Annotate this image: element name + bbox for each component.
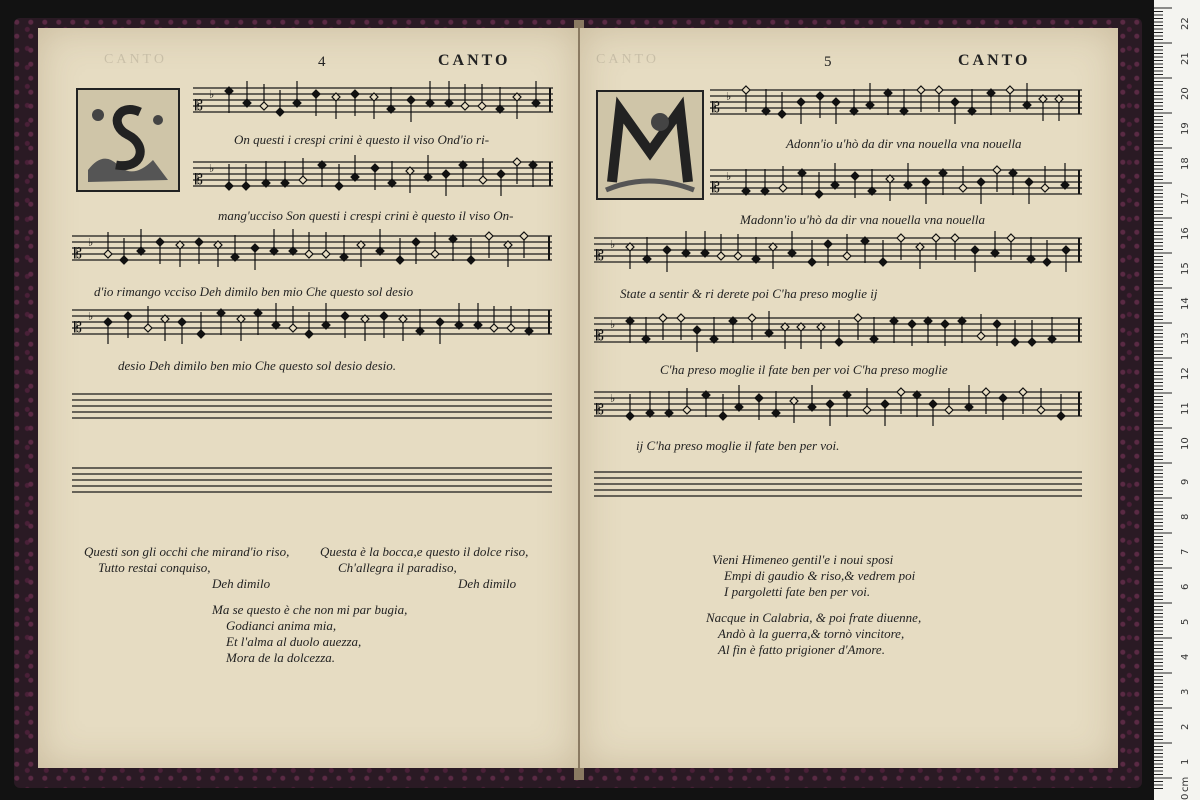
poem-column-1 — [84, 544, 289, 592]
clef-icon: 𝄡 — [195, 98, 203, 114]
ruler-number: 17 — [1180, 192, 1191, 205]
note-head — [663, 246, 671, 254]
poem-line: Questa è la bocca,e questo il dolce riso, — [320, 544, 529, 559]
decorated-initial-s — [76, 88, 180, 192]
note-head — [935, 86, 943, 94]
ruler-number: 13 — [1180, 332, 1191, 345]
clef-icon: 𝄡 — [74, 320, 82, 336]
flat-icon: ♭ — [610, 238, 616, 251]
clef-icon: 𝄡 — [712, 180, 720, 196]
note-head — [993, 166, 1001, 174]
ruler-number: 15 — [1180, 262, 1191, 275]
note-head — [124, 312, 132, 320]
note-head — [719, 412, 727, 420]
note-head — [1062, 246, 1070, 254]
ruler-number: 18 — [1180, 157, 1191, 170]
note-head — [826, 400, 834, 408]
music-staff — [594, 380, 1082, 442]
music-staff — [72, 298, 552, 360]
note-head — [312, 90, 320, 98]
note-head — [225, 182, 233, 190]
empty-staff — [72, 460, 552, 504]
note-head — [808, 258, 816, 266]
ruler-number: 22 — [1180, 17, 1191, 30]
note-head — [1028, 338, 1036, 346]
note-head — [659, 314, 667, 322]
note-head — [351, 90, 359, 98]
note-head — [717, 252, 725, 260]
note-head — [197, 330, 205, 338]
note-head — [436, 318, 444, 326]
poem-line: Godianci anima mia, — [226, 618, 337, 633]
note-head — [917, 86, 925, 94]
note-head — [977, 178, 985, 186]
note-head — [289, 324, 297, 332]
note-head — [104, 250, 112, 258]
note-head — [951, 234, 959, 242]
clef-icon: 𝄡 — [596, 328, 604, 344]
clef-icon: 𝄡 — [596, 402, 604, 418]
note-head — [412, 238, 420, 246]
decorated-initial-m — [596, 90, 704, 200]
note-head — [380, 312, 388, 320]
poem-line: Deh dimilo — [212, 576, 271, 591]
note-head — [971, 246, 979, 254]
flat-icon: ♭ — [726, 170, 732, 183]
note-head — [1019, 388, 1027, 396]
note-head — [371, 164, 379, 172]
note-head — [832, 98, 840, 106]
poem-stanza — [706, 610, 921, 658]
flat-icon: ♭ — [726, 90, 732, 103]
note-head — [442, 170, 450, 178]
note-head — [479, 176, 487, 184]
music-staff — [594, 226, 1082, 288]
note-head — [305, 330, 313, 338]
ruler-unit: cm — [1180, 776, 1191, 792]
ruler-number: 7 — [1180, 548, 1191, 555]
lyric-line: Madonn'io u'hò da dir vna nouella vna nouella — [740, 212, 985, 227]
note-head — [104, 318, 112, 326]
note-head — [945, 406, 953, 414]
poem-line: I pargoletti fate ben per voi. — [724, 584, 871, 599]
music-staff — [193, 150, 553, 208]
ruler-number: 11 — [1180, 402, 1191, 415]
note-head — [999, 394, 1007, 402]
note-head — [431, 250, 439, 258]
clef-icon: 𝄡 — [74, 246, 82, 262]
ruler-number: 19 — [1180, 122, 1191, 135]
note-head — [276, 108, 284, 116]
note-head — [851, 172, 859, 180]
note-head — [461, 102, 469, 110]
lyric-line: On questi i crespi crini è questo il viso Ond'io ri- — [234, 132, 490, 147]
note-head — [1041, 184, 1049, 192]
music-staff — [72, 224, 552, 286]
flat-icon: ♭ — [610, 318, 616, 331]
note-head — [863, 406, 871, 414]
ruler-number: 12 — [1180, 367, 1191, 380]
note-head — [932, 234, 940, 242]
note-head — [677, 314, 685, 322]
ruler-number: 10 — [1180, 437, 1191, 450]
poem-stanza — [212, 602, 407, 666]
note-head — [485, 232, 493, 240]
ruler-number: 6 — [1180, 583, 1191, 590]
note-head — [755, 394, 763, 402]
poem-line: Al fin è fatto prigioner d'Amore. — [718, 642, 885, 657]
ruler-number: 16 — [1180, 227, 1191, 240]
note-head — [959, 184, 967, 192]
page-number: 5 — [824, 54, 832, 70]
note-head — [322, 250, 330, 258]
note-head — [1057, 412, 1065, 420]
poem-stanza — [712, 552, 915, 600]
empty-staff — [594, 464, 1082, 508]
note-head — [626, 412, 634, 420]
ruler-ticks — [1154, 0, 1200, 800]
clef-icon: 𝄡 — [712, 100, 720, 116]
poem-line: Ma se questo è che non mi par bugia, — [212, 602, 408, 617]
ruler-number: 0 — [1180, 793, 1191, 800]
note-head — [335, 182, 343, 190]
page-number: 4 — [318, 54, 326, 70]
ruler-number: 20 — [1180, 87, 1191, 100]
lyric-line: C'ha preso moglie il fate ben per voi C'ha preso moglie — [660, 362, 948, 377]
note-head — [513, 158, 521, 166]
lyric-line: desio Deh dimilo ben mio Che questo sol desio desio. — [118, 358, 397, 373]
poem-line: Mora de la dolcezza. — [226, 650, 336, 665]
poem-line: Tutto restai conquiso, — [98, 560, 211, 575]
poem-line: Deh dimilo — [458, 576, 517, 591]
music-staff — [710, 78, 1082, 136]
note-head — [396, 256, 404, 264]
note-head — [251, 244, 259, 252]
note-head — [407, 96, 415, 104]
flat-icon: ♭ — [209, 162, 215, 175]
note-head — [242, 182, 250, 190]
note-head — [144, 324, 152, 332]
clef-icon: 𝄡 — [596, 248, 604, 264]
note-head — [835, 338, 843, 346]
note-head — [120, 256, 128, 264]
note-head — [178, 318, 186, 326]
note-head — [951, 98, 959, 106]
flat-icon: ♭ — [88, 310, 94, 323]
flat-icon: ♭ — [610, 392, 616, 405]
lyric-line: ij C'ha preso moglie il fate ben per voi. — [636, 438, 840, 453]
poem-line: Andò à la guerra,& tornò vincitore, — [718, 626, 905, 641]
left-page — [38, 28, 578, 768]
note-head — [1006, 86, 1014, 94]
note-head — [520, 232, 528, 240]
note-head — [778, 110, 786, 118]
show-through-heading: CANTO — [104, 52, 167, 67]
note-head — [341, 312, 349, 320]
poem-line: Ch'allegra il paradiso, — [338, 560, 457, 575]
music-staff — [193, 76, 553, 134]
note-head — [881, 400, 889, 408]
ruler-number: 21 — [1180, 52, 1191, 65]
ruler-number: 14 — [1180, 297, 1191, 310]
note-head — [260, 102, 268, 110]
lyric-line: mang'ucciso Son questi i crespi crini è questo il viso On- — [218, 208, 514, 223]
clef-icon: 𝄡 — [195, 172, 203, 188]
note-head — [299, 176, 307, 184]
note-head — [977, 332, 985, 340]
note-head — [683, 406, 691, 414]
music-staff — [594, 306, 1082, 368]
note-head — [195, 238, 203, 246]
ruler-number: 4 — [1180, 653, 1191, 660]
note-head — [993, 320, 1001, 328]
poem-line: Et l'alma al duolo auezza, — [226, 634, 362, 649]
note-head — [797, 98, 805, 106]
show-through-heading: CANTO — [596, 52, 659, 67]
poem-line: Vieni Himeneo gentil'e i noui sposi — [712, 552, 894, 567]
empty-staff — [72, 386, 552, 430]
note-head — [156, 238, 164, 246]
ruler-number: 9 — [1180, 478, 1191, 485]
note-head — [982, 388, 990, 396]
note-head — [879, 258, 887, 266]
ruler-number: 2 — [1180, 723, 1191, 730]
lyric-line: d'io rimango vcciso Deh dimilo ben mio Che questo sol desio — [94, 284, 414, 299]
note-head — [854, 314, 862, 322]
note-head — [734, 252, 742, 260]
poem-line: Nacque in Calabria, & poi frate diuenne, — [706, 610, 922, 625]
note-head — [824, 240, 832, 248]
running-head: CANTO — [958, 52, 1031, 69]
note-head — [467, 256, 475, 264]
note-head — [816, 92, 824, 100]
note-head — [490, 324, 498, 332]
note-head — [478, 102, 486, 110]
note-head — [779, 184, 787, 192]
note-head — [742, 86, 750, 94]
ruler-number: 3 — [1180, 688, 1191, 695]
note-head — [815, 190, 823, 198]
poem-line: Empi di gaudio & riso,& vedrem poi — [724, 568, 916, 583]
poem-line: Questi son gli occhi che mirand'io riso, — [84, 544, 290, 559]
note-head — [843, 252, 851, 260]
note-head — [1011, 338, 1019, 346]
measurement-ruler — [1154, 0, 1200, 800]
note-head — [1043, 258, 1051, 266]
flat-icon: ♭ — [88, 236, 94, 249]
note-head — [1007, 234, 1015, 242]
note-head — [1025, 178, 1033, 186]
note-head — [922, 178, 930, 186]
note-head — [941, 320, 949, 328]
right-page — [580, 28, 1118, 768]
note-head — [897, 388, 905, 396]
note-head — [1037, 406, 1045, 414]
lyric-line: Adonn'io u'hò da dir vna nouella vna nouella — [786, 136, 1022, 151]
note-head — [305, 250, 313, 258]
running-head: CANTO — [438, 52, 511, 69]
ruler-number: 5 — [1180, 618, 1191, 625]
flat-icon: ♭ — [209, 88, 215, 101]
note-head — [748, 314, 756, 322]
note-head — [507, 324, 515, 332]
note-head — [497, 170, 505, 178]
lyric-line: State a sentir & ri derete poi C'ha preso moglie ij — [620, 286, 878, 301]
ruler-number: 8 — [1180, 513, 1191, 520]
poem-column-2 — [320, 544, 528, 592]
note-head — [693, 326, 701, 334]
note-head — [897, 234, 905, 242]
ruler-number: 1 — [1180, 758, 1191, 765]
note-head — [908, 320, 916, 328]
music-staff — [710, 158, 1082, 216]
note-head — [929, 400, 937, 408]
